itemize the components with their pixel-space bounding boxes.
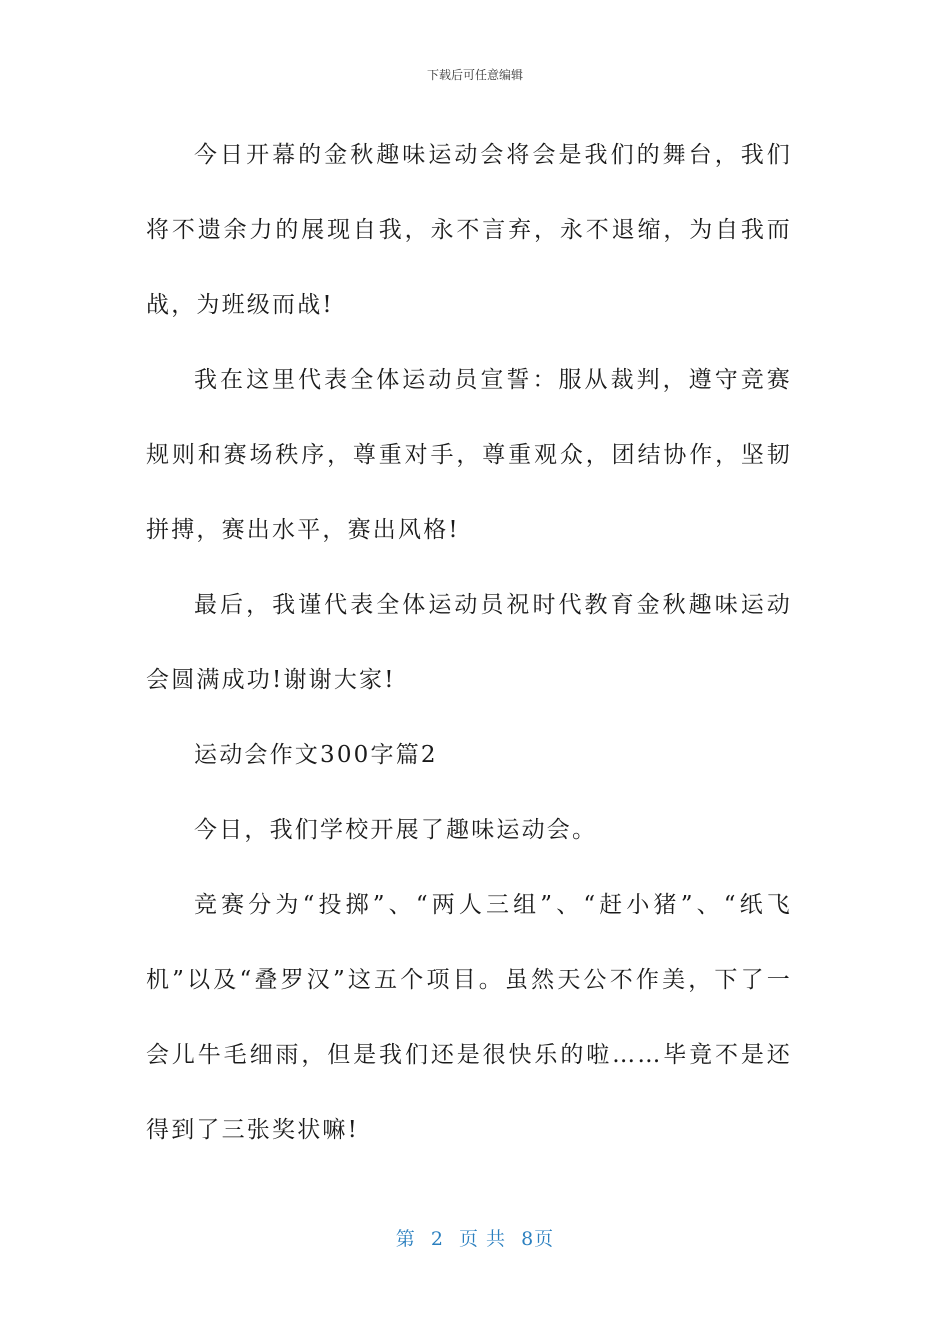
paragraph: 竞赛分为“投掷”、“两人三组”、“赶小猪”、“纸飞机”以及“叠罗汉”这五个项目。虽然天公不作美，下了一会儿牛毛细雨，但是我们还是很快乐的啦……毕竟不是还得到了三张奖状嘛! <box>146 892 792 1143</box>
paragraph: 最后，我谨代表全体运动员祝时代教育金秋趣味运动会圆满成功!谢谢大家! <box>146 592 792 693</box>
footer-prefix: 第 <box>395 1228 416 1250</box>
document-body <box>146 118 792 1168</box>
footer-middle: 页 共 <box>459 1228 507 1250</box>
page-footer <box>0 1224 950 1251</box>
section-heading: 运动会作文300字篇2 <box>194 742 438 768</box>
current-page-number: 2 <box>430 1228 444 1250</box>
paragraph: 我在这里代表全体运动员宣誓：服从裁判，遵守竞赛规则和赛场秩序，尊重对手，尊重观众，团结协作，坚韧拼搏，赛出水平，赛出风格! <box>146 367 792 543</box>
total-pages: 8页 <box>521 1228 555 1250</box>
paragraph: 今日开幕的金秋趣味运动会将会是我们的舞台，我们将不遗余力的展现自我，永不言弃，永不退缩，为自我而战，为班级而战! <box>146 142 792 318</box>
paragraph: 今日，我们学校开展了趣味运动会。 <box>194 817 598 843</box>
page-header: 下载后可任意编辑 <box>426 68 523 82</box>
